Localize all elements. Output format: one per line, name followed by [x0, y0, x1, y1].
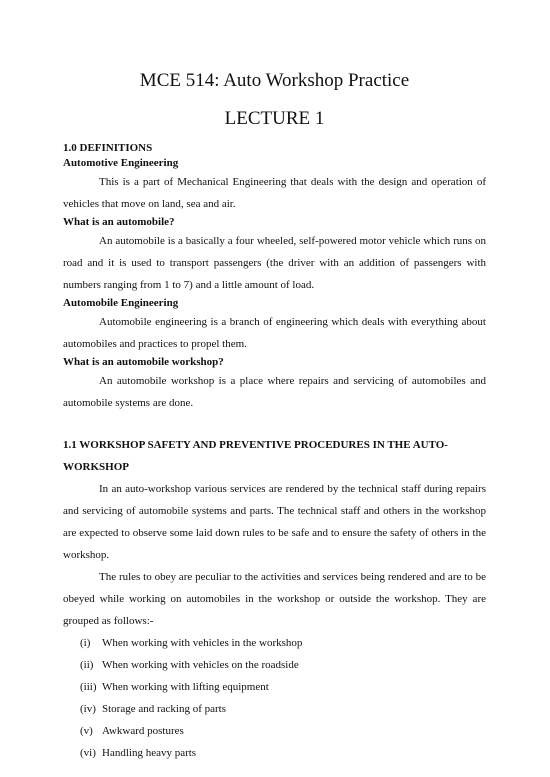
section-workshop-safety	[63, 434, 486, 764]
section-definitions	[63, 141, 486, 414]
definition-automobile	[63, 215, 486, 296]
list-item-text: Handling heavy parts	[102, 747, 197, 759]
list-item-text: When working with vehicles in the workshop	[102, 637, 303, 649]
list-item-number: (i)	[80, 637, 91, 649]
section-heading-safety: 1.1 WORKSHOP SAFETY AND PREVENTIVE PROCEDURES IN THE AUTO-WORKSHOP	[63, 439, 448, 473]
list-item	[80, 742, 486, 764]
definition-text: This is a part of Mechanical Engineering that deals with the design and operation of vehicles that move on land, sea and air.	[63, 176, 486, 210]
definition-text: An automobile is a basically a four wheeled, self-powered motor vehicle which runs on road and it is used to transport passengers (the driver with an addition of passengers with numbers ranging from 1 to 7) and a little amount of load.	[63, 235, 486, 291]
safety-paragraph-2: The rules to obey are peculiar to the activities and services being rendered and are to be obeyed while working on automobiles in the workshop or outside the workshop. They are grouped as follows:-	[63, 571, 486, 627]
definition-heading: What is an automobile?	[63, 216, 175, 228]
list-item-text: When working with vehicles on the roadside	[102, 659, 299, 671]
definition-automotive-engineering	[63, 156, 486, 215]
definition-text: Automobile engineering is a branch of engineering which deals with everything about automobiles and practices to propel them.	[63, 316, 486, 350]
definition-automobile-workshop	[63, 355, 486, 414]
list-item-number: (v)	[80, 725, 93, 737]
safety-paragraph-1: In an auto-workshop various services are rendered by the technical staff during repairs and servicing of automobile systems and parts. The technical staff and others in the workshop are expected to observe some laid down rules to be safe and to ensure the safety of others in the workshop.	[63, 483, 486, 561]
list-item-text: When working with lifting equipment	[102, 681, 269, 693]
definition-heading: What is an automobile workshop?	[63, 356, 224, 368]
list-item-number: (ii)	[80, 659, 94, 671]
list-item-text: Awkward postures	[102, 725, 184, 737]
section-heading-definitions: 1.0 DEFINITIONS	[63, 142, 153, 154]
list-item-text: Storage and racking of parts	[102, 703, 227, 715]
list-item	[80, 676, 486, 698]
list-item	[80, 654, 486, 676]
list-item	[80, 632, 486, 654]
safety-rules-list	[63, 632, 486, 764]
definition-heading: Automobile Engineering	[63, 297, 179, 309]
list-item-number: (iii)	[80, 681, 97, 693]
definition-automobile-engineering	[63, 296, 486, 355]
list-item-number: (vi)	[80, 747, 96, 759]
lecture-title: LECTURE 1	[224, 108, 325, 129]
definition-heading: Automotive Engineering	[63, 157, 179, 169]
list-item-number: (iv)	[80, 703, 96, 715]
list-item	[80, 720, 486, 742]
list-item	[80, 698, 486, 720]
page-title: MCE 514: Auto Workshop Practice	[139, 70, 410, 91]
definition-text: An automobile workshop is a place where repairs and servicing of automobiles and automobile systems are done.	[63, 375, 486, 409]
